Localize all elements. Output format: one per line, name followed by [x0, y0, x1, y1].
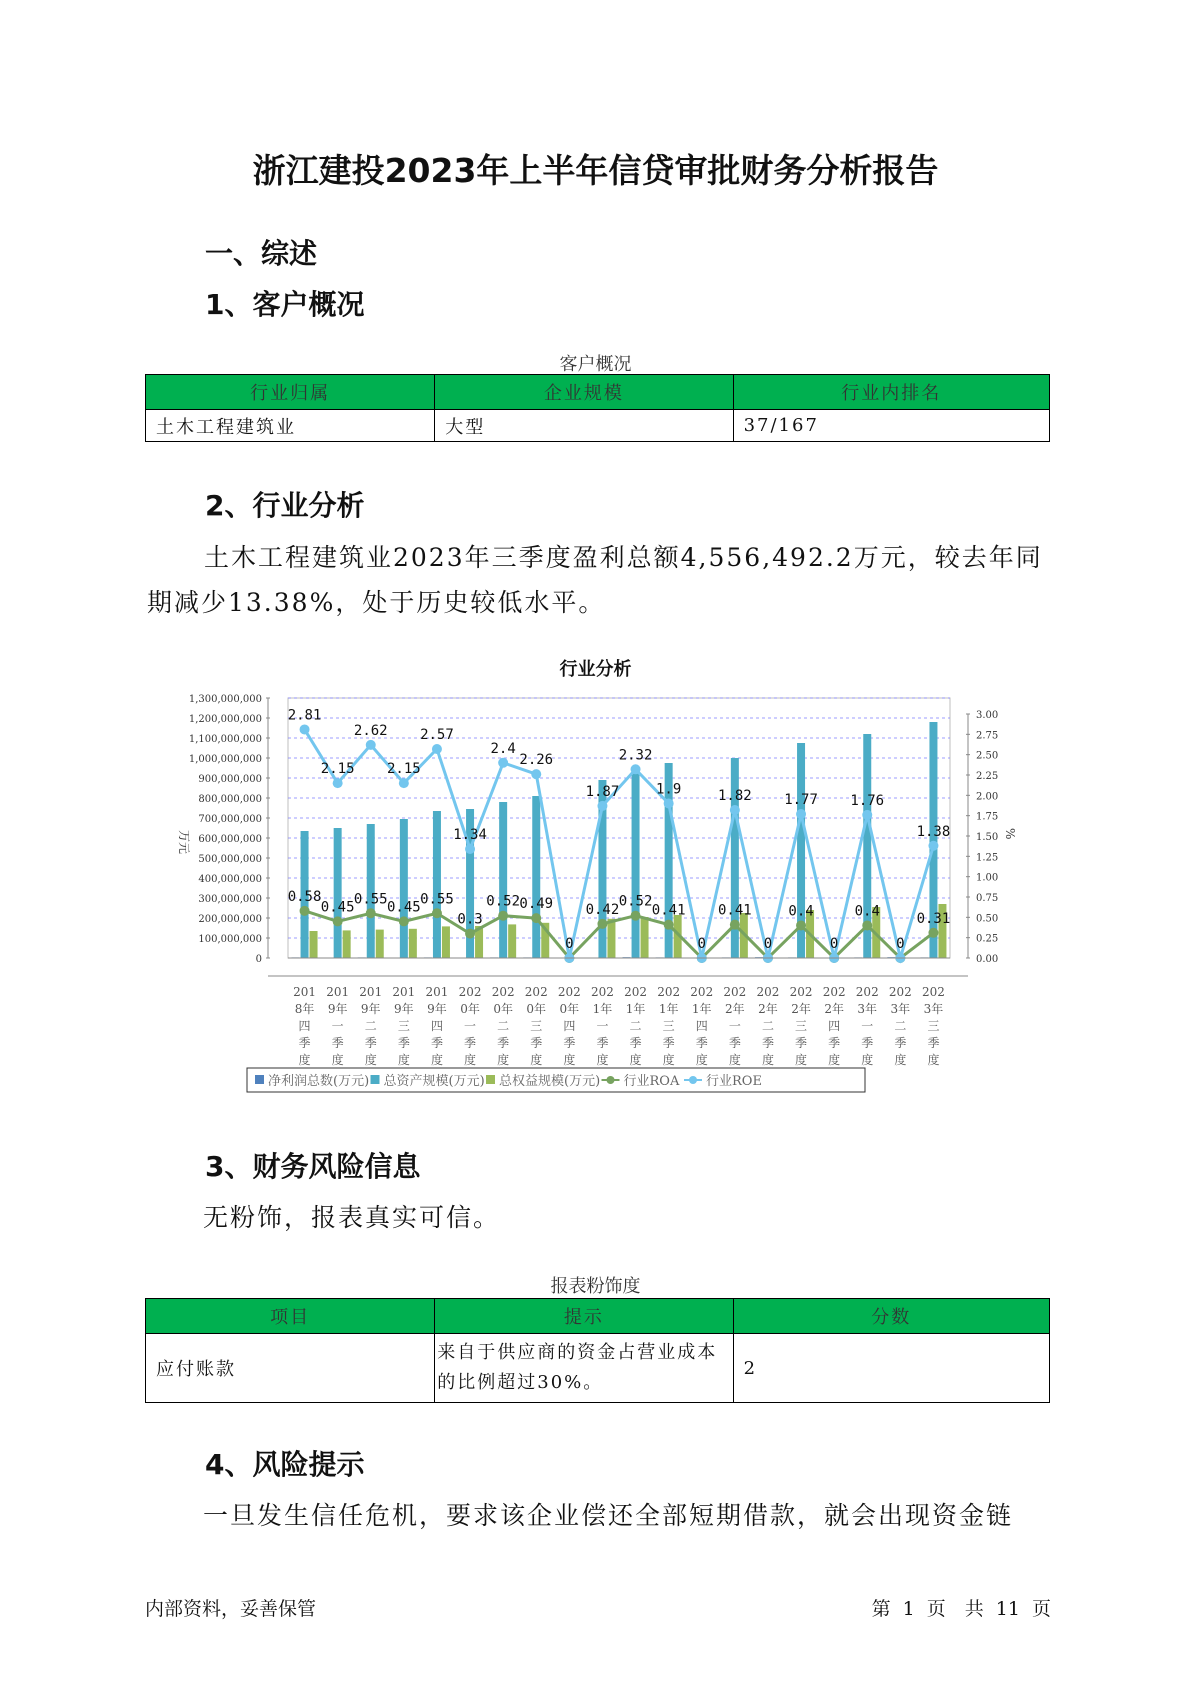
data-point — [498, 758, 508, 768]
y-tick-label: 300,000,000 — [198, 894, 262, 905]
bar — [641, 917, 649, 958]
data-label: 0.31 — [916, 910, 951, 927]
data-point — [300, 906, 310, 916]
bar — [334, 828, 342, 958]
data-point — [366, 908, 376, 918]
x-tick-label: 一 — [728, 1019, 741, 1033]
data-label: 0 — [829, 936, 839, 952]
legend-label: 行业ROE — [706, 1074, 762, 1089]
x-tick-label: 季 — [397, 1036, 410, 1050]
data-label: 0.49 — [519, 896, 554, 913]
data-point — [465, 844, 475, 854]
chart-title: 行业分析 — [559, 659, 632, 680]
data-point — [928, 841, 938, 851]
chart-axes — [189, 694, 998, 1067]
y-tick-label: 600,000,000 — [198, 834, 262, 845]
table-cell-score: 2 — [733, 1334, 1049, 1403]
x-tick-label: 202 — [491, 985, 515, 999]
table-cell-scale: 大型 — [435, 410, 733, 442]
data-point — [862, 920, 872, 930]
x-tick-label: 9年 — [394, 1002, 414, 1016]
x-tick-label: 季 — [761, 1036, 774, 1050]
x-tick-label: 季 — [530, 1036, 543, 1050]
y-tick-label: 1,300,000,000 — [188, 694, 262, 705]
x-tick-label: 四 — [298, 1019, 311, 1033]
y2-tick-label: 2.00 — [976, 791, 999, 803]
x-tick-label: 202 — [690, 985, 714, 999]
x-tick-label: 季 — [861, 1036, 874, 1050]
x-tick-label: 季 — [795, 1036, 808, 1050]
data-label: 2.81 — [287, 707, 322, 724]
x-tick-label: 1年 — [625, 1002, 646, 1016]
x-tick-label: 二 — [364, 1019, 377, 1033]
bar — [632, 772, 640, 958]
data-label: 0.52 — [486, 893, 521, 910]
x-tick-label: 202 — [557, 985, 581, 999]
x-tick-label: 0年 — [460, 1002, 480, 1016]
data-label: 1.77 — [784, 792, 818, 809]
data-label: 0.45 — [386, 899, 421, 916]
x-tick-label: 度 — [828, 1053, 841, 1067]
column-header: 行业归属 — [146, 375, 435, 410]
risk-tip-paragraph: 一旦发生信任危机，要求该企业偿还全部短期借款，就会出现资金链 — [203, 1501, 1014, 1530]
section-heading-customer: 1、客户概况 — [205, 288, 365, 321]
bar — [376, 930, 384, 958]
y2-tick-label: 1.75 — [976, 811, 999, 823]
x-tick-label: 度 — [629, 1053, 642, 1067]
industry-chart — [170, 690, 1017, 1110]
x-tick-label: 1年 — [691, 1002, 712, 1016]
x-tick-label: 202 — [723, 985, 747, 999]
y2-tick-label: 0.25 — [976, 933, 999, 945]
data-point — [366, 740, 376, 750]
y-tick-label: 100,000,000 — [198, 934, 262, 945]
x-tick-label: 季 — [331, 1036, 344, 1050]
x-tick-label: 四 — [828, 1019, 841, 1033]
x-tick-label: 201 — [392, 985, 416, 999]
data-point — [432, 908, 442, 918]
x-tick-label: 度 — [662, 1053, 675, 1067]
data-label: 2.15 — [386, 761, 421, 778]
data-point — [432, 744, 442, 754]
x-tick-label: 四 — [430, 1019, 443, 1033]
x-tick-label: 三 — [530, 1019, 543, 1033]
table-caption-whitewash: 报表粉饰度 — [550, 1276, 641, 1297]
data-label: 0.3 — [457, 911, 483, 928]
data-point — [631, 911, 641, 921]
data-label: 0.45 — [320, 899, 355, 916]
x-tick-label: 201 — [425, 985, 449, 999]
data-point — [928, 928, 938, 938]
y2-tick-label: 3.00 — [976, 710, 999, 721]
x-tick-label: 度 — [861, 1053, 874, 1067]
column-header: 企业规模 — [435, 375, 733, 410]
data-label: 0.55 — [420, 891, 454, 908]
x-tick-label: 度 — [298, 1053, 311, 1067]
y-tick-label: 900,000,000 — [198, 774, 262, 785]
data-point — [399, 778, 409, 788]
x-tick-label: 二 — [761, 1019, 774, 1033]
y2-tick-label: 2.25 — [976, 771, 999, 782]
bar — [508, 924, 516, 958]
data-point — [498, 911, 508, 921]
bar — [532, 796, 540, 958]
x-tick-label: 201 — [293, 985, 317, 999]
bar — [499, 802, 507, 958]
x-tick-label: 9年 — [327, 1002, 348, 1016]
data-point — [631, 764, 641, 774]
data-point — [531, 913, 541, 923]
data-point — [300, 724, 310, 734]
x-tick-label: 一 — [464, 1019, 477, 1033]
x-tick-label: 度 — [497, 1053, 510, 1067]
x-tick-label: 202 — [921, 985, 945, 999]
x-tick-label: 2年 — [725, 1002, 745, 1016]
x-tick-label: 季 — [430, 1036, 443, 1050]
data-label: 2.62 — [353, 722, 388, 739]
table-cell-rank: 37/167 — [733, 410, 1049, 442]
risk-info-paragraph: 无粉饰，报表真实可信。 — [203, 1203, 501, 1232]
bar — [433, 811, 441, 958]
x-tick-label: 度 — [530, 1053, 543, 1067]
data-label: 0 — [896, 936, 905, 952]
legend-swatch — [486, 1075, 495, 1084]
x-tick-label: 三 — [397, 1019, 410, 1033]
x-tick-label: 202 — [524, 985, 548, 999]
x-tick-label: 季 — [464, 1036, 477, 1050]
y2-tick-label: 1.25 — [976, 852, 999, 864]
x-tick-label: 2年 — [791, 1002, 811, 1016]
y2-tick-label: 0.50 — [976, 913, 999, 925]
x-tick-label: 三 — [927, 1019, 940, 1033]
data-point — [664, 798, 674, 808]
legend-marker — [689, 1076, 697, 1084]
x-tick-label: 一 — [331, 1019, 344, 1033]
y-tick-label: 1,100,000,000 — [188, 734, 262, 745]
x-tick-label: 三 — [662, 1019, 675, 1033]
y-tick-label: 1,000,000,000 — [188, 754, 262, 765]
legend-label: 总权益规模(万元) — [499, 1074, 601, 1089]
legend-swatch — [371, 1075, 380, 1084]
y2-tick-label: 2.50 — [976, 750, 999, 762]
y2-tick-label: 1.00 — [976, 872, 999, 884]
data-point — [597, 801, 607, 811]
data-label: 2.15 — [320, 761, 355, 778]
data-point — [333, 916, 343, 926]
report-title: 浙江建投2023年上半年信贷审批财务分析报告 — [252, 151, 939, 190]
data-point — [597, 919, 607, 929]
y-tick-label: 700,000,000 — [198, 814, 262, 825]
data-label: 1.34 — [453, 827, 487, 844]
data-label: 0 — [565, 936, 574, 952]
section-heading-risk-tip: 4、风险提示 — [205, 1448, 365, 1481]
x-tick-label: 202 — [789, 985, 813, 999]
data-label: 1.76 — [850, 792, 885, 809]
legend-label: 总资产规模(万元) — [383, 1074, 485, 1089]
data-label: 1.38 — [916, 823, 951, 840]
customer-table — [145, 374, 1050, 442]
x-tick-label: 度 — [464, 1053, 477, 1067]
x-tick-label: 四 — [563, 1019, 576, 1033]
data-label: 1.82 — [717, 787, 752, 804]
column-header: 提示 — [435, 1299, 733, 1334]
bar — [409, 929, 417, 958]
data-point — [333, 778, 343, 788]
column-header: 项目 — [146, 1299, 435, 1334]
y-tick-label: 0 — [255, 954, 262, 965]
x-tick-label: 度 — [364, 1053, 377, 1067]
x-tick-label: 202 — [657, 985, 681, 999]
data-label: 0.52 — [618, 893, 653, 910]
y-tick-label: 500,000,000 — [198, 854, 262, 865]
industry-paragraph: 土木工程建筑业2023年三季度盈利总额4,556,492.2万元，较去年同期减少13.38%，处于历史较低水平。 — [147, 543, 1043, 617]
x-tick-label: 0年 — [559, 1002, 580, 1016]
x-tick-label: 202 — [855, 985, 879, 999]
x-tick-label: 度 — [397, 1053, 410, 1067]
data-point — [465, 929, 475, 939]
x-tick-label: 度 — [563, 1053, 576, 1067]
y-tick-label: 400,000,000 — [198, 874, 262, 885]
x-tick-label: 二 — [629, 1019, 642, 1033]
x-tick-label: 0年 — [526, 1002, 547, 1016]
x-tick-label: 度 — [430, 1053, 443, 1067]
table-cell-industry: 土木工程建筑业 — [146, 410, 435, 442]
x-tick-label: 季 — [629, 1036, 642, 1050]
data-label: 0.58 — [287, 888, 322, 905]
data-label: 0 — [697, 936, 706, 952]
footer-confidential: 内部资料，妥善保管 — [145, 1598, 317, 1620]
bar — [442, 926, 450, 958]
x-tick-label: 度 — [894, 1053, 907, 1067]
whitewash-table — [145, 1298, 1050, 1403]
x-tick-label: 8年 — [294, 1002, 315, 1016]
x-tick-label: 四 — [695, 1019, 708, 1033]
y-tick-label: 1,200,000,000 — [188, 714, 262, 725]
legend-marker — [607, 1076, 615, 1084]
data-point — [664, 920, 674, 930]
y-tick-label: 200,000,000 — [198, 914, 262, 925]
data-label: 2.26 — [519, 752, 554, 769]
x-tick-label: 季 — [728, 1036, 741, 1050]
data-label: 0.41 — [717, 902, 752, 919]
x-tick-label: 度 — [795, 1053, 808, 1067]
data-point — [730, 920, 740, 930]
footer-page-number: 第 1 页 共 11 页 — [871, 1598, 1051, 1620]
x-tick-label: 3年 — [857, 1002, 878, 1016]
x-tick-label: 3年 — [923, 1002, 944, 1016]
section-heading-risk-info: 3、财务风险信息 — [205, 1150, 421, 1183]
data-label: 2.57 — [420, 726, 454, 743]
data-label: 0.4 — [854, 903, 880, 920]
x-tick-label: 1年 — [592, 1002, 613, 1016]
x-tick-label: 度 — [927, 1053, 940, 1067]
data-label: 0.55 — [353, 891, 388, 908]
x-tick-label: 季 — [695, 1036, 708, 1050]
y2-tick-label: 0.00 — [976, 954, 999, 965]
chart-legend — [247, 1068, 865, 1092]
data-label: 0.42 — [585, 901, 620, 918]
table-caption-customer: 客户概况 — [559, 354, 632, 375]
x-tick-label: 201 — [326, 985, 350, 999]
x-tick-label: 9年 — [360, 1002, 381, 1016]
y2-tick-label: 1.50 — [976, 832, 999, 843]
data-point — [730, 805, 740, 815]
x-tick-label: 0年 — [493, 1002, 513, 1016]
x-tick-label: 季 — [364, 1036, 377, 1050]
data-label: 1.9 — [656, 781, 682, 798]
x-tick-label: 季 — [927, 1036, 940, 1050]
table-cell-hint: 来自于供应商的资金占营业成本的比例超过30%。 — [435, 1334, 733, 1403]
x-tick-label: 度 — [596, 1053, 609, 1067]
y2-tick-label: 2.75 — [976, 730, 999, 742]
x-tick-label: 202 — [756, 985, 780, 999]
data-point — [796, 920, 806, 930]
bar — [310, 931, 318, 958]
x-tick-label: 季 — [497, 1036, 510, 1050]
y-axis-label: 万元 — [177, 830, 191, 855]
x-tick-label: 一 — [861, 1019, 874, 1033]
x-tick-label: 度 — [728, 1053, 741, 1067]
x-tick-label: 202 — [458, 985, 482, 999]
x-tick-label: 202 — [624, 985, 648, 999]
x-tick-label: 度 — [695, 1053, 708, 1067]
y2-axis-label: % — [1003, 828, 1017, 840]
data-point — [796, 809, 806, 819]
data-point — [399, 916, 409, 926]
bar — [607, 919, 615, 958]
x-tick-label: 一 — [596, 1019, 609, 1033]
x-tick-label: 度 — [761, 1053, 774, 1067]
column-header: 分数 — [733, 1299, 1049, 1334]
x-tick-label: 二 — [894, 1019, 907, 1033]
section-heading-overview: 一、综述 — [205, 237, 318, 270]
x-tick-label: 202 — [888, 985, 912, 999]
bar — [400, 819, 408, 958]
x-tick-label: 三 — [795, 1019, 808, 1033]
x-tick-label: 9年 — [427, 1002, 447, 1016]
legend-label: 净利润总数(万元) — [268, 1074, 370, 1089]
data-point — [862, 810, 872, 820]
data-point — [531, 769, 541, 779]
bar — [343, 930, 351, 958]
x-tick-label: 202 — [822, 985, 846, 999]
x-tick-label: 季 — [596, 1036, 609, 1050]
data-label: 0.4 — [788, 903, 814, 920]
y-tick-label: 800,000,000 — [198, 794, 262, 805]
data-label: 1.87 — [585, 783, 620, 800]
table-cell-item: 应付账款 — [146, 1334, 435, 1403]
x-tick-label: 季 — [563, 1036, 576, 1050]
x-tick-label: 3年 — [890, 1002, 911, 1016]
data-label: 2.32 — [618, 747, 653, 764]
x-tick-label: 二 — [497, 1019, 510, 1033]
x-tick-label: 201 — [359, 985, 383, 999]
x-tick-label: 2年 — [758, 1002, 778, 1016]
column-header: 行业内排名 — [733, 375, 1049, 410]
x-tick-label: 202 — [590, 985, 614, 999]
chart-data-labels — [288, 707, 951, 952]
x-tick-label: 季 — [662, 1036, 675, 1050]
x-tick-label: 季 — [894, 1036, 907, 1050]
data-label: 2.4 — [490, 740, 516, 757]
section-heading-industry: 2、行业分析 — [205, 489, 365, 522]
data-label: 0 — [763, 936, 773, 952]
x-tick-label: 度 — [331, 1053, 344, 1067]
legend-swatch — [255, 1075, 264, 1084]
x-tick-label: 1年 — [658, 1002, 679, 1016]
x-tick-label: 季 — [298, 1036, 311, 1050]
y2-tick-label: 0.75 — [976, 893, 999, 904]
x-tick-label: 季 — [828, 1036, 841, 1050]
x-tick-label: 2年 — [824, 1002, 844, 1016]
legend-label: 行业ROA — [623, 1074, 680, 1089]
data-label: 0.41 — [651, 902, 686, 919]
